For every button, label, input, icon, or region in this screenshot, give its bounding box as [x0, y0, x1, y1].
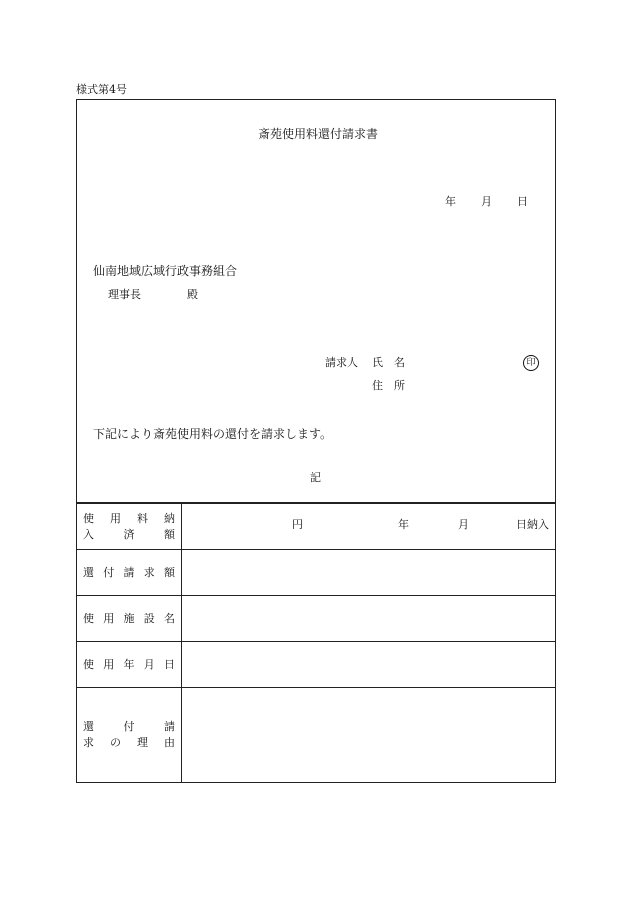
label-char: 済: [123, 527, 135, 541]
label-char: 請: [164, 720, 175, 733]
label-line: [77, 719, 181, 735]
label-char: 設: [143, 611, 155, 625]
row-label-payment: [77, 504, 182, 550]
label-char: 使: [83, 511, 94, 525]
refund-amount-cell[interactable]: [182, 550, 556, 596]
date-year-label: 年: [445, 195, 456, 208]
label-line: [77, 511, 181, 527]
form-number: 様式第4号: [76, 83, 127, 96]
label-char: 還: [83, 565, 94, 579]
label-char: 名: [164, 611, 175, 625]
label-char: 用: [110, 511, 121, 525]
row-label-usage-date: [77, 642, 182, 688]
reason-cell[interactable]: [182, 688, 556, 783]
label-line: [77, 735, 181, 751]
date-month-label: 月: [481, 195, 492, 208]
label-char: 額: [164, 565, 175, 579]
label-char: 月: [143, 657, 155, 671]
page-title: 斎苑使用料還付請求書: [258, 127, 379, 141]
yen-label: 円: [292, 518, 303, 531]
label-char: 使: [83, 657, 94, 671]
label-char: 求: [143, 565, 155, 579]
label-char: 請: [123, 565, 135, 579]
payment-year-label: 年: [398, 518, 409, 531]
label-char: 年: [123, 657, 135, 671]
payment-date-suffix: 日納入: [516, 518, 549, 531]
table-row: [77, 550, 556, 596]
label-line: [77, 527, 181, 543]
request-statement: 下記により斎苑使用料の還付を請求します。: [93, 427, 333, 441]
addressee-organization: 仙南地域広域行政事務組合: [93, 264, 238, 278]
label-char: 求: [83, 736, 94, 749]
claimant-address-label: 住 所: [372, 379, 405, 392]
row-label-facility: [77, 596, 182, 642]
row-label-refund-amount: [77, 550, 182, 596]
label-char: 納: [164, 511, 175, 525]
label-char: 還: [83, 720, 94, 733]
table-row: [77, 596, 556, 642]
label-char: 理: [137, 736, 148, 749]
label-char: 付: [123, 720, 135, 733]
label-char: 料: [137, 511, 148, 525]
label-char: 由: [164, 736, 175, 749]
request-box: [76, 99, 556, 503]
label-char: の: [110, 736, 121, 749]
label-char: 使: [83, 611, 94, 625]
table-row: [77, 504, 556, 550]
payment-month-label: 月: [458, 518, 469, 531]
label-line: [77, 657, 181, 673]
label-char: 用: [103, 611, 115, 625]
table-row: [77, 642, 556, 688]
label-line: [77, 565, 181, 581]
date-day-label: 日: [517, 195, 528, 208]
label-char: 付: [103, 565, 115, 579]
label-char: 額: [164, 527, 175, 541]
label-line: [77, 611, 181, 627]
claimant-label: 請求人: [325, 356, 358, 369]
row-label-reason: [77, 688, 182, 783]
claimant-name-label: 氏 名: [372, 356, 405, 369]
label-char: 入: [83, 527, 94, 541]
seal-mark: 印: [523, 355, 539, 371]
usage-date-cell[interactable]: [182, 642, 556, 688]
addressee-title: 理事長: [108, 288, 141, 301]
facility-name-cell[interactable]: [182, 596, 556, 642]
label-char: 用: [103, 657, 115, 671]
addressee-honorific: 殿: [187, 288, 198, 301]
detail-table: [76, 503, 556, 783]
payment-value-cell[interactable]: [182, 504, 556, 550]
table-row: [77, 688, 556, 783]
ki-heading: 記: [310, 471, 321, 484]
label-char: 施: [123, 611, 135, 625]
label-char: 日: [164, 657, 175, 671]
